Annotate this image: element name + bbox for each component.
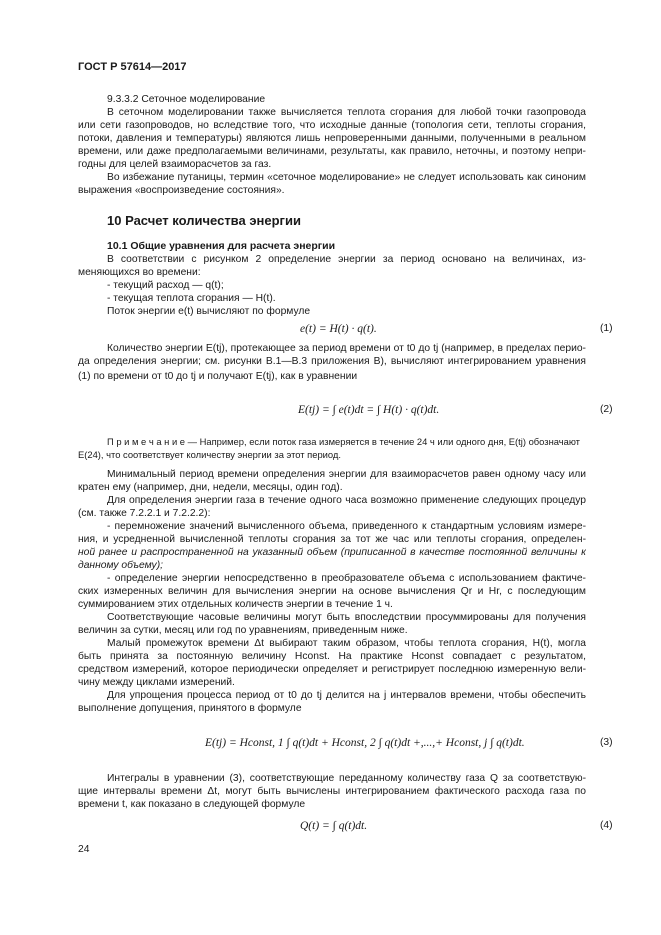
note-line: E(24), что соответствует количеству энергии за этот период. [78,449,342,460]
text-line: Для упрощения процесса период от t0 до tj делится на j интервалов времени, чтобы обеспечить [107,690,586,701]
text-line: Количество энергии E(tj), протекающее за период времени от t0 до tj (например, в пределах перио- [107,343,586,354]
text-line: чину между циклами измерений. [78,677,235,688]
text-line: Малый промежуток времени Δt выбирают таким образом, чтобы теплота сгорания, H(t), могла [107,638,586,649]
list-item: - перемножение значений вычисленного объема, приведенного к стандартным условиям измере- [107,521,586,532]
equation-4: Q(t) = ∫ q(t)dt. [300,820,368,832]
document-header: ГОСТ Р 57614—2017 [78,61,187,73]
text-line: времени, или даже предполагаемыми величинами, результаты, как правило, неточны, и поэтому непри- [78,146,586,157]
text-line: годны для целей взаиморасчетов за газ. [78,159,272,170]
section-title: 10 Расчет количества энергии [107,213,301,228]
text-line: Для определения энергии газа в течение одного часа возможно применение следующих процедур [107,495,586,506]
text-line: щие интервалы времени Δt, могут быть вычислены интегрированием фактического расхода газа по [78,786,586,797]
text-line: Поток энергии e(t) вычисляют по формуле [107,306,311,317]
text-line: кратен ему (например, дни, недели, месяцы, один год). [78,482,343,493]
text-line: времени t, как показано в следующей формуле [78,799,306,810]
text-line: Минимальный период времени определения энергии для взаиморасчетов равен одному часу или [107,469,586,480]
text-line: В сеточном моделировании также вычисляется теплота сгорания для любой точки газопровода [107,107,586,118]
equation-number: (1) [600,323,613,334]
list-item: - определение энергии непосредственно в преобразователе объема с использованием фактиче- [107,573,586,584]
subsection-title: 10.1 Общие уравнения для расчета энергии [107,240,336,252]
text-line: или сети газопроводов, но вследствие того, что исходные данные (топология сети, теплоты сгорания, [78,120,586,131]
equation-number: (4) [600,820,613,831]
text-line: да определения энергии; см. рисунки В.1—В.3 приложения В), вычисляют интегрированием уравнения [78,356,586,367]
text-line: В соответствии с рисунком 2 определение энергии за период основано на величинах, из- [107,254,586,265]
text-line: Интегралы в уравнении (3), соответствующие переданному количеству газа Q за соответствую- [107,773,586,784]
text-line: ния, и усредненной вычисленной теплоты сгорания за тот же час или теплоты сгорания, определен- [78,534,586,545]
list-item: - текущий расход — q(t); [107,280,224,291]
text-line: ских измеренных величин для вычисления энергии на основе вычисления Qr и Hr, с последующим [78,586,586,597]
text-line: (см. также 7.2.2.1 и 7.2.2.2): [78,508,211,519]
text-line: суммированием этих отдельных количеств энергии в течение 1 ч. [78,599,393,610]
text-line: (1) по времени от t0 до tj и получают E(tj), как в уравнении [78,371,358,382]
equation-2: E(tj) = ∫ e(t)dt = ∫ H(t) · q(t)dt. [298,404,440,416]
equation-1: e(t) = H(t) · q(t). [300,323,377,335]
subsection-title: 9.3.3.2 Сеточное моделирование [107,94,266,105]
text-line: Во избежание путаницы, термин «сеточное моделирование» не следует использовать как синоним [107,172,586,183]
text-line: потоки, давления и температуры) являются лишь непроверенными данными, полученными в реальном [78,133,586,144]
text-line: выражения «воспроизведение состояния». [78,185,285,196]
text-line: ной ранее и распространенной на указанный объем (приписанной в качестве постоянной величины к [78,547,586,558]
text-line: данному объему); [78,560,163,571]
equation-3: E(tj) = Hconst, 1 ∫ q(t)dt + Hconst, 2 ∫ q(t)dt +,...,+ Hconst, j ∫ q(t)dt. [205,737,525,749]
equation-number: (2) [600,404,613,415]
text-line: быть принята за постоянную величину Hconst. На практике Hconst совпадает с результатом, [78,651,586,662]
equation-number: (3) [600,737,613,748]
list-item: - текущая теплота сгорания — H(t). [107,293,276,304]
text-line: средством измерений, которое периодически определяет и регистрирует последнюю измеренную вели- [78,664,586,675]
text-line: величин за сутки, месяц или год по уравнениям, приведенным ниже. [78,625,408,636]
text-line: выполнение допущения, принятого в формуле [78,703,302,714]
text-line: Соответствующие часовые величины могут быть впоследствии просуммированы для получения [107,612,586,623]
note-line: П р и м е ч а н и е — Например, если поток газа измеряется в течение 24 ч или одного дня, E(tj) обозначают [107,436,580,447]
text-line: меняющихся во времени: [78,267,201,278]
page-number: 24 [78,844,90,855]
